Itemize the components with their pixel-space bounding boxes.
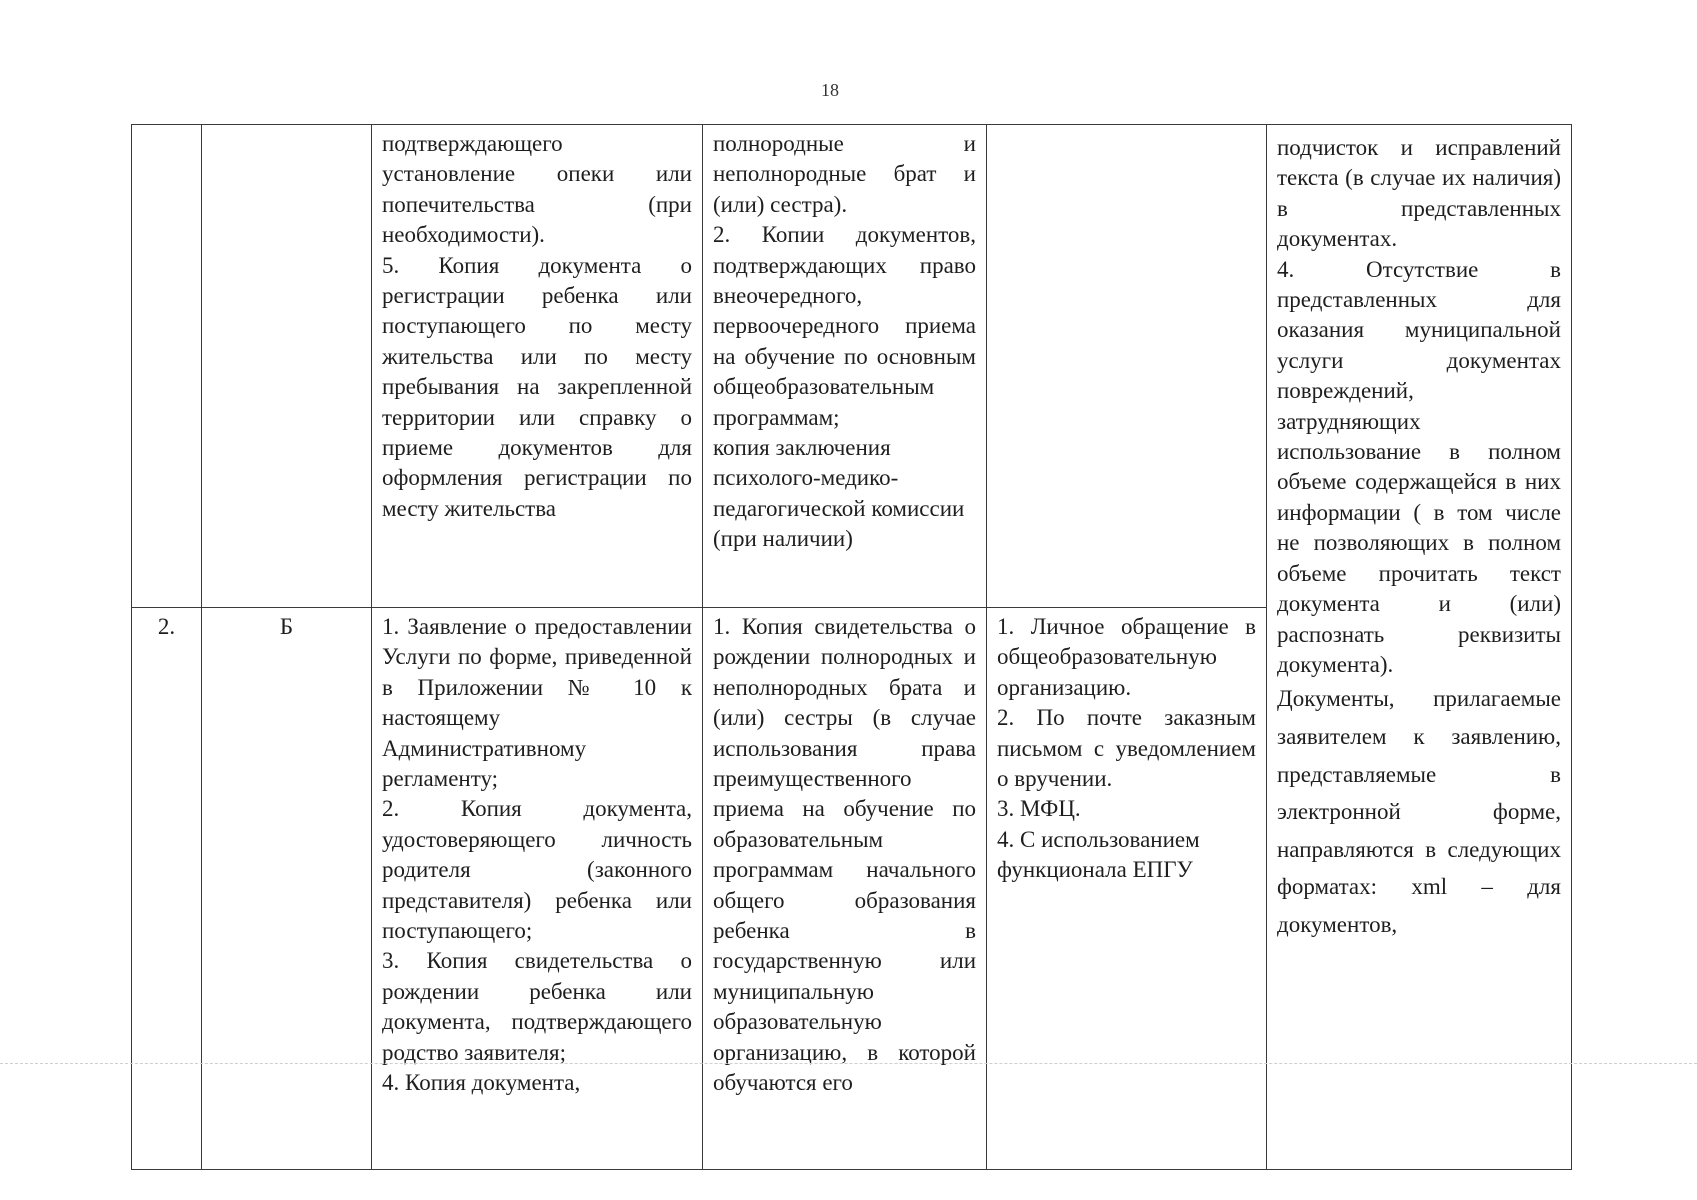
documents-cell	[372, 125, 703, 608]
document-item: 2. Копия документа, удостоверяющего личность родителя (законного представителя) ребенка или поступающего;	[382, 796, 692, 944]
requirements-cell	[1267, 125, 1572, 1170]
category: Б	[279, 614, 294, 639]
document-item: 5. Копия документа о регистрации ребенка или поступающего по месту жительства или по месту пребывания на закрепленной территории или справку о приеме документов для оформления регистрации по месту жительства	[382, 252, 692, 521]
requirements-table	[131, 124, 1572, 1170]
additional-documents-cell	[703, 608, 987, 1170]
document-item: подтверждающего установление опеки или попечительства (при необходимости).	[382, 131, 692, 248]
document-item: 1. Заявление о предоставлении Услуги по форме, приведенной в Приложении № 10 к настоящему Административному регламенту;	[382, 614, 692, 792]
method-item: 1. Личное обращение в общеобразовательную организацию.	[997, 614, 1256, 700]
requirement-item: 4. Отсутствие в представленных для оказания муниципальной услуги документах повреждений, затрудняющих использование в полном объеме содержащейся в них информации ( в том числе не позволяющих в полном объеме прочитать текст документа и (или) распознать реквизиты документа).	[1277, 256, 1561, 677]
row-number: 2.	[157, 614, 176, 639]
category-cell	[202, 125, 372, 608]
row-number-cell	[132, 608, 202, 1170]
category-cell	[202, 608, 372, 1170]
scan-artifact-line	[0, 1063, 1697, 1064]
additional-documents-cell	[703, 125, 987, 608]
method-item: 4. С использованием функционала ЕПГУ	[997, 826, 1200, 883]
submission-methods-cell	[987, 125, 1267, 608]
document-item: полнородные и неполнородные брат и (или) сестра).	[713, 131, 976, 217]
method-item: 3. МФЦ.	[997, 796, 1081, 822]
document-item: 3. Копия свидетельства о рождении ребенка или документа, подтверждающего родство заявителя;	[382, 948, 692, 1065]
row-number-cell	[132, 125, 202, 608]
page-number: 18	[821, 80, 839, 100]
document-item: 2. Копии документов, подтверждающих право внеочередного, первоочередного приема на обучение по основным общеобразовательным программам;	[713, 222, 976, 430]
submission-methods-cell	[987, 608, 1267, 1170]
table-row	[132, 125, 1572, 608]
documents-cell	[372, 608, 703, 1170]
method-item: 2. По почте заказным письмом с уведомлением о вручении.	[997, 705, 1256, 792]
document-item: копия заключения психолого-медико-педагогической комиссии (при наличии)	[713, 435, 965, 552]
document-item: 4. Копия документа,	[382, 1070, 581, 1096]
requirement-item: подчисток и исправлений текста (в случае их наличия) в представленных документах.	[1277, 135, 1561, 252]
requirement-item: Документы, прилагаемые заявителем к заявлению, представляемые в электронной форме, направляются в следующих форматах: xml – для документов,	[1277, 686, 1561, 937]
document-item: 1. Копия свидетельства о рождении полнородных и неполнородных брата и (или) сестры (в случае использования права преимущественного приема на обучение по образовательным программам начального общего образования ребенка в государственную или муниципальную образовательную организацию, в которой обучаются его	[713, 614, 976, 1096]
